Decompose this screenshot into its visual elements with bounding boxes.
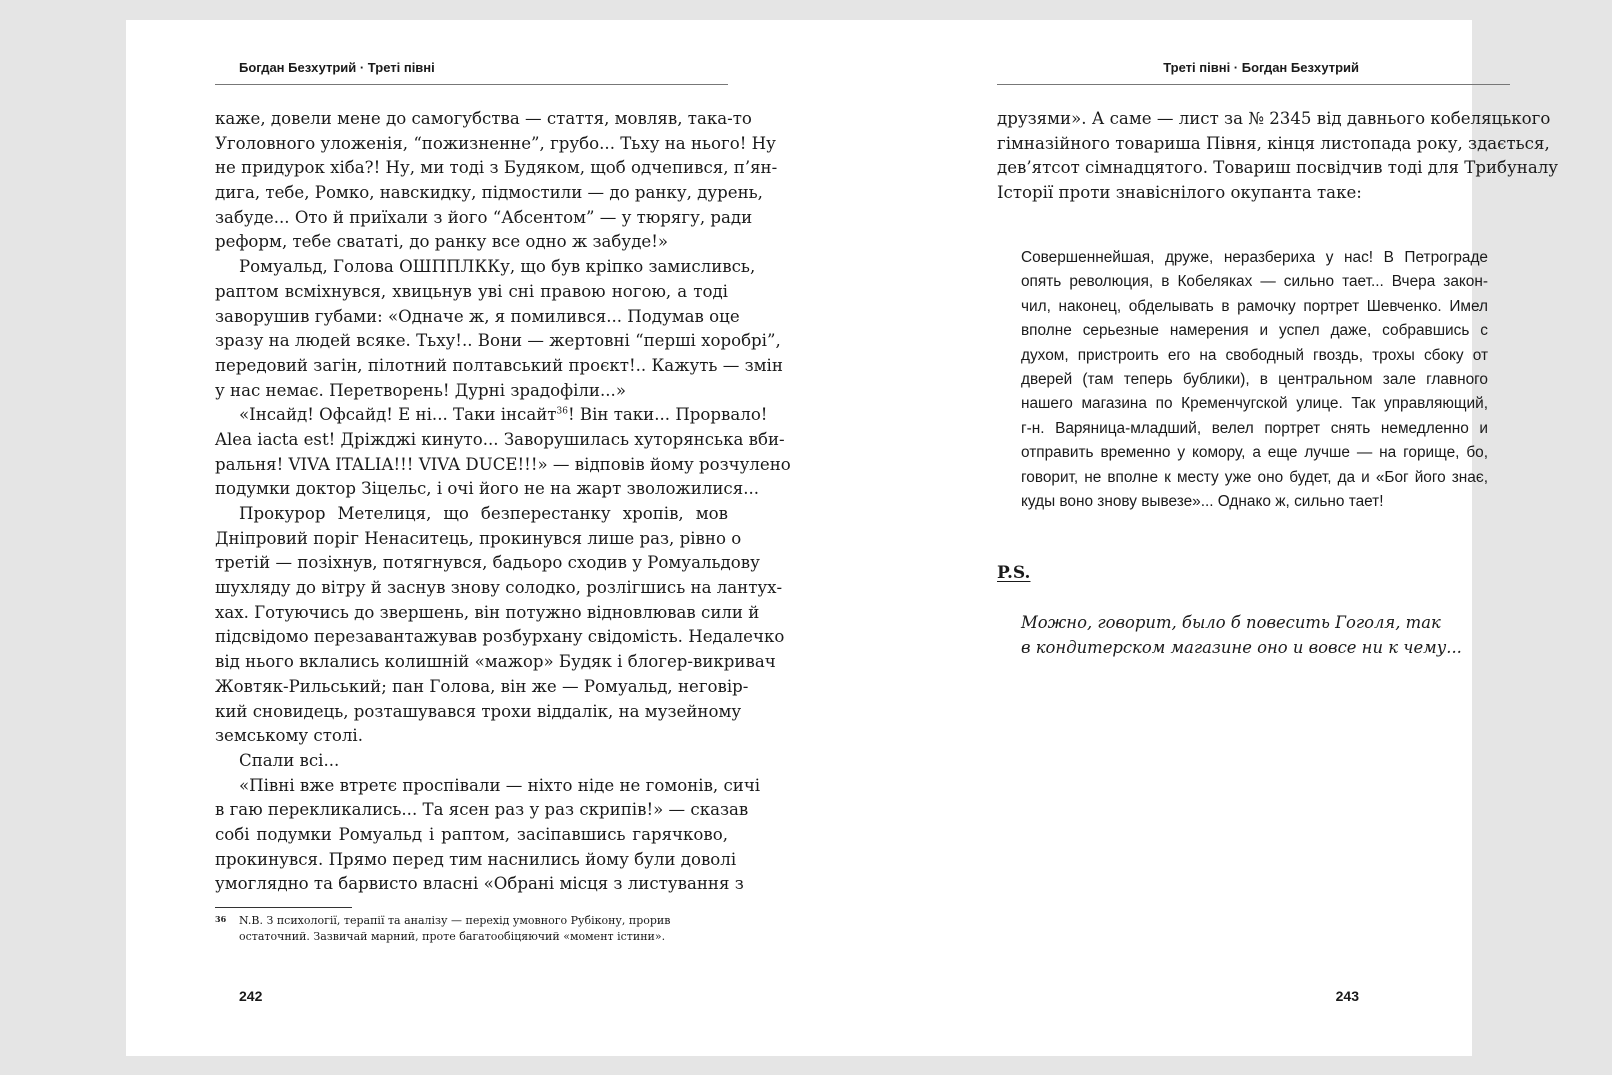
text-line: забуде... Ото й приїхали з його “Абсентом” — у тюрягу, ради	[215, 207, 753, 227]
quote-line: куды воно знову вывезе»... Однако ж, сильно тает!	[1021, 492, 1384, 510]
text-fragment: «Інсайд! Офсайд! Е ні... Таки інсайт	[239, 405, 557, 425]
text-line: Історії проти знавіснілого окупанта таке:	[997, 183, 1362, 203]
quote-line: говорит, не вполне к месту уже оно будет, да и «Бог його знає,	[1021, 468, 1488, 486]
text-line: третій — позіхнув, потягнувся, бадьоро сходив у Ромуальдову	[215, 553, 760, 573]
text-line: кий сновидець, розташувався трохи віддалік, на музейному	[215, 701, 742, 721]
running-head-right: Треті півні · Богдан Безхутрий	[1163, 60, 1359, 75]
body-text-right	[997, 107, 1559, 206]
text-line: каже, довели мене до самогубства — стаття, мовляв, така-то	[215, 109, 752, 128]
text-line: ральня! VIVA ITALIA!!! VIVA DUCE!!!» — відповів йому розчулено	[215, 454, 791, 474]
book-spread	[126, 20, 1559, 1056]
quote-line: отправить временно у комору, а еще лучше — на горище, бо,	[1021, 444, 1488, 462]
text-line: дев’ятсот сімнадцятого. Товариш посвідчив тоді для Трибуналу	[997, 158, 1559, 178]
quote-line: духом, пристроить его на свободный гвоздь, трохы сбоку от	[1021, 346, 1488, 364]
body-text-left	[215, 107, 791, 897]
text-line: прокинувся. Прямо перед тим наснились йому були доволі	[215, 849, 737, 869]
footnote	[215, 913, 728, 945]
text-line: Alea iacta est! Дріжджі кинуто... Заворушилась хуторянська вби-	[215, 429, 785, 449]
text-line: Спали всі...	[239, 750, 340, 770]
quote-line: Совершеннейшая, друже, неразбериха у нас! В Петрограде	[1021, 249, 1488, 266]
text-line: Жовтяк-Рильський; пан Голова, він же — Ромуальд, неговір-	[215, 676, 749, 696]
footnote-line: N.B. З психології, терапії та аналізу — перехід умовного Рубікону, прорив	[239, 914, 671, 927]
text-line: Ромуальд, Голова ОШППЛККу, що був кріпко замисливсь,	[239, 257, 756, 277]
header-rule-left	[215, 84, 728, 85]
footnote-rule	[215, 907, 352, 908]
text-line: дига, тебе, Ромко, навскидку, підмостили — до ранку, дурень,	[215, 183, 763, 203]
text-fragment: ! Він таки... Прорвало!	[567, 405, 768, 425]
text-line: шухляду до вітру й заснув знову солодко, розлігшись на лантух-	[215, 578, 783, 598]
text-line: Прокурор Метелиця, що безперестанку хропів, мов	[239, 504, 728, 523]
text-line: гімназійного товариша Півня, кінця листопада року, здається,	[997, 133, 1550, 153]
text-line: від нього вклались колишній «мажор» Будяк і блогер-викривач	[215, 652, 776, 672]
quote-line: вполне серьезные намерения и успел даже, собравшись с	[1021, 322, 1488, 340]
quote-line: чил, наконец, обделывать в рамочку портрет Шевченко. Имел	[1021, 297, 1488, 315]
quote-line: г-н. Варяница-младший, велел портрет снять немедленно и	[1021, 419, 1488, 437]
left-page	[126, 20, 799, 1056]
text-line: раптом всміхнувся, хвицьнув уві сні правою ногою, а тоді	[215, 281, 728, 301]
text-line: хах. Готуючись до звершень, він потужно відновлював сили й	[215, 602, 760, 622]
running-head-left: Богдан Безхутрий · Треті півні	[239, 60, 435, 75]
footnote-number: 36	[215, 914, 227, 924]
text-line: підсвідомо перезавантажував розбурхану свідомість. Недалечко	[215, 627, 785, 647]
quote-line: дверей (там теперь бублики), в центральном зале главного	[1021, 370, 1488, 388]
page-number-left: 242	[239, 988, 263, 1004]
footnote-line: остаточний. Зазвичай марний, проте багатообіцяючий «момент істини».	[239, 930, 666, 943]
text-line: друзями». А саме — лист за № 2345 від давнього кобеляцького	[997, 109, 1551, 128]
page-number-right: 243	[1335, 988, 1359, 1004]
text-line: у нас немає. Перетворень! Дурні зрадофіли...»	[215, 380, 626, 400]
quote-line: опять революция, в Кобеляках — сильно тает... Вчера закон-	[1021, 273, 1488, 291]
ps-text	[1021, 611, 1488, 660]
right-page	[799, 20, 1559, 1056]
header-rule-right	[997, 84, 1510, 85]
letter-quote	[1021, 246, 1488, 514]
text-line: в гаю перекликались... Та ясен раз у раз скрипів!» — сказав	[215, 800, 749, 820]
text-line: Дніпровий поріг Ненаситець, прокинувся лише раз, рівно о	[215, 528, 742, 548]
text-line: подумки доктор Зіцельс, і очі його не на жарт зволожилися...	[215, 479, 760, 499]
text-line: заворушив губами: «Одначе ж, я помилився... Подумав оце	[215, 306, 740, 326]
text-line: собі подумки Ромуальд і раптом, засіпавшись гарячково,	[215, 824, 728, 844]
footnote-ref[interactable]: 36	[556, 406, 568, 417]
text-line-with-note	[215, 403, 768, 428]
text-line: «Півні вже втретє проспівали — ніхто ніде не гомонів, сичі	[239, 775, 761, 795]
text-line: земському столі.	[215, 726, 363, 746]
ps-heading: P.S.	[997, 563, 1031, 583]
ps-line: в кондитерском магазине оно и вовсе ни к чему...	[1021, 637, 1462, 657]
text-line: реформ, тебе свататі, до ранку все одно ж забуде!»	[215, 232, 669, 252]
text-line: Уголовного уложенія, “пожизненне”, грубо... Тьху на нього! Ну	[215, 133, 776, 153]
quote-line: нашего магазина по Кременчугской улице. Так управляющий,	[1021, 395, 1488, 413]
text-line: умоглядно та барвисто власні «Обрані місця з листування з	[215, 874, 744, 894]
ps-line: Можно, говорит, было б повесить Гоголя, так	[1021, 613, 1441, 632]
text-line: зразу на людей всяке. Тьху!.. Вони — жертовні “перші хоробрі”,	[215, 331, 781, 351]
text-line: передовий загін, пілотний полтавський проєкт!.. Кажуть — змін	[215, 355, 783, 375]
text-line: не придурок хіба?! Ну, ми тоді з Будяком, щоб одчепився, п’ян-	[215, 158, 778, 178]
